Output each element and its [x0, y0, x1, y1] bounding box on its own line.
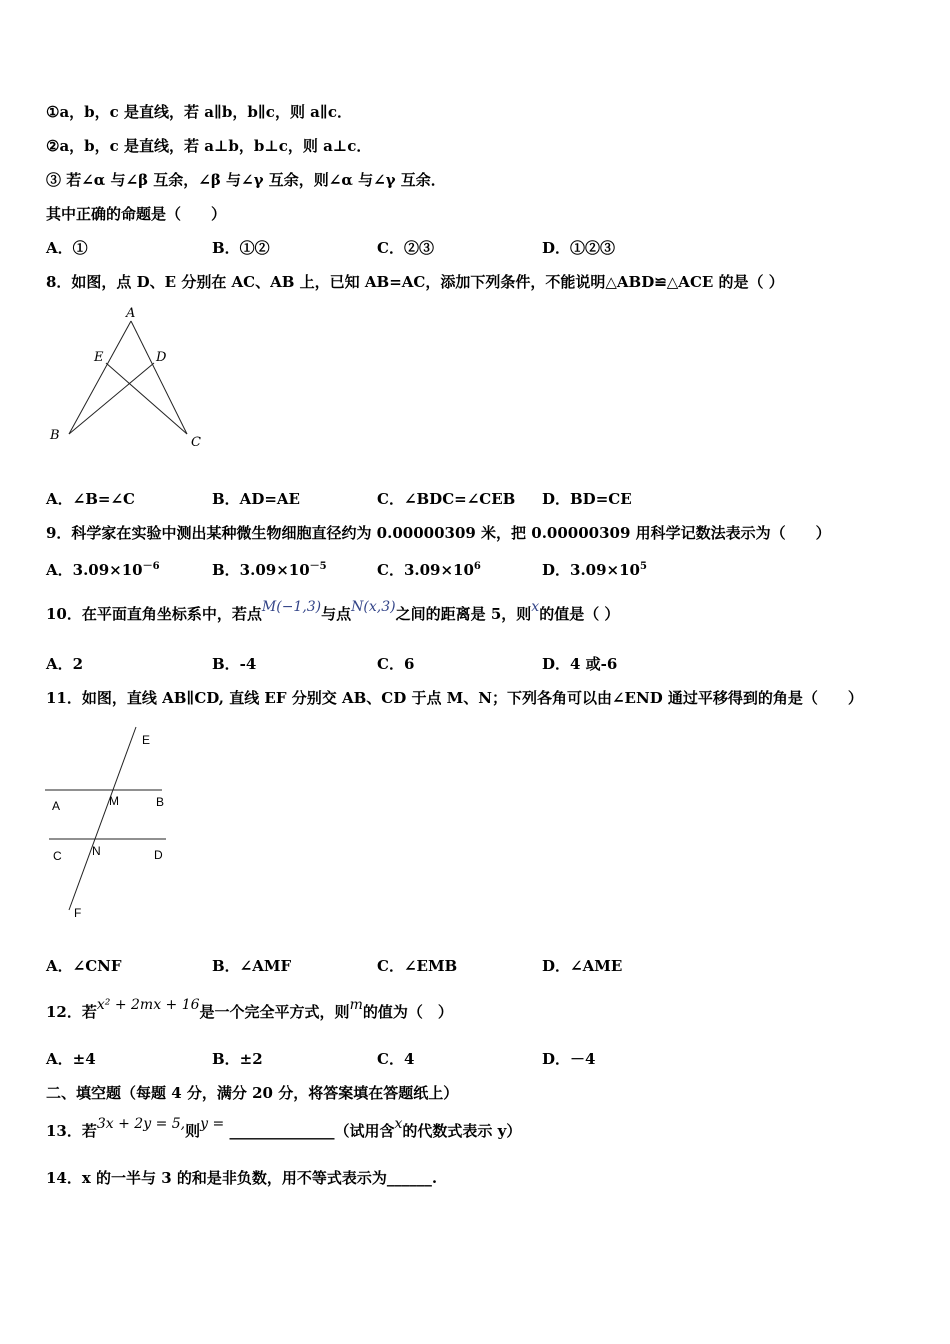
q11-label-n: N: [92, 844, 101, 858]
q12-var: m: [349, 997, 363, 1013]
q12-option-d[interactable]: D．－4: [542, 1050, 596, 1068]
q10-var: x: [531, 599, 540, 615]
q12-suffix: 的值为（ ）: [362, 1003, 453, 1021]
q9-option-b[interactable]: [212, 557, 327, 580]
q12-option-a[interactable]: A．±4: [46, 1050, 96, 1068]
q7-statement-3: ③ 若∠α 与∠β 互余，∠β 与∠γ 互余，则∠α 与∠γ 互余．: [46, 171, 446, 189]
q12-question: [46, 997, 453, 1023]
q8-label-b: B: [50, 428, 60, 443]
q12-option-b[interactable]: B．±2: [212, 1050, 263, 1068]
q7-option-d[interactable]: D．①②③: [542, 239, 616, 257]
q10-suffix: 的值是（ ）: [539, 605, 620, 623]
q11-parallel-lines-figure: [40, 720, 180, 925]
q10-option-a[interactable]: A．2: [46, 655, 84, 673]
q8-option-c[interactable]: C．∠BDC=∠CEB: [377, 490, 516, 508]
q10-mid: 与点: [321, 605, 352, 623]
q11-option-b[interactable]: B．∠AMF: [212, 957, 292, 975]
q12-expr: x² + 2mx + 16: [96, 997, 200, 1013]
q8-option-d[interactable]: D．BD=CE: [542, 490, 632, 508]
q10-mid2: 之间的距离是 5，则: [395, 605, 532, 623]
q10-point-m: M(−1,3): [261, 599, 322, 615]
q13-question: [46, 1116, 522, 1142]
q10-option-d[interactable]: D．4 或-6: [542, 655, 618, 673]
q9-option-c-label: C．3.09×10: [377, 561, 474, 579]
q10-prefix: 10．在平面直角坐标系中，若点: [46, 605, 262, 623]
q8-label-c: C: [191, 435, 201, 450]
q12-option-c[interactable]: C．4: [377, 1050, 415, 1068]
q11-option-c[interactable]: C．∠EMB: [377, 957, 458, 975]
q12-mid: 是一个完全平方式，则: [199, 1003, 350, 1021]
q11-label-f: F: [74, 906, 82, 920]
q11-label-m: M: [109, 794, 119, 808]
q13-suffix2: 的代数式表示 y）: [402, 1122, 522, 1140]
q13-suffix1: （试用含: [334, 1122, 395, 1140]
q8-option-b[interactable]: B．AD=AE: [212, 490, 300, 508]
q13-expr: 3x + 2y = 5,: [96, 1116, 186, 1132]
q10-question: [46, 599, 620, 625]
q13-answer-blank[interactable]: ______________: [229, 1122, 335, 1140]
q7-option-c[interactable]: C．②③: [377, 239, 434, 257]
q8-label-e: E: [94, 350, 104, 365]
q9-option-a-label: A．3.09×10: [46, 561, 143, 579]
q9-option-a-exp: －6: [142, 561, 160, 572]
q11-question: 11．如图，直线 AB∥CD, 直线 EF 分别交 AB、CD 于点 M、N；下列各角可以由∠END 通过平移得到的角是（ ）: [46, 689, 863, 707]
q9-option-a[interactable]: [46, 557, 160, 580]
q9-question: 9．科学家在实验中测出某种微生物细胞直径约为 0.00000309 米，把 0.00000309 用科学记数法表示为（ ）: [46, 524, 831, 542]
q11-label-e: E: [142, 733, 151, 747]
q8-triangle-figure: [40, 300, 220, 460]
q8-label-d: D: [156, 350, 167, 365]
q11-label-c: C: [53, 849, 62, 863]
q8-label-a: A: [126, 306, 136, 321]
q7-statement-1: ①a，b，c 是直线，若 a∥b，b∥c，则 a∥c．: [46, 103, 352, 121]
q10-point-n: N(x,3): [351, 599, 396, 615]
q9-option-d-exp: 5: [639, 561, 647, 572]
q9-option-c[interactable]: [377, 557, 481, 580]
q14-question: 14．x 的一半与 3 的和是非负数，用不等式表示为______.: [46, 1169, 438, 1187]
q9-option-d-label: D．3.09×10: [542, 561, 640, 579]
q7-option-a[interactable]: A．①: [46, 239, 88, 257]
q13-mid: 则: [185, 1122, 201, 1140]
q13-var: x: [394, 1116, 403, 1132]
q8-option-a[interactable]: A．∠B=∠C: [46, 490, 135, 508]
q9-option-b-exp: －5: [309, 561, 327, 572]
q11-option-d[interactable]: D．∠AME: [542, 957, 623, 975]
q11-label-b: B: [156, 795, 165, 809]
q9-option-d[interactable]: [542, 557, 647, 580]
q12-prefix: 12．若: [46, 1003, 97, 1021]
q8-question: 8．如图，点 D、E 分别在 AC、AB 上，已知 AB=AC，添加下列条件，不能说明△ABD≌△ACE 的是（ ）: [46, 273, 784, 291]
q13-expr2: y =: [200, 1116, 225, 1132]
q9-option-c-exp: 6: [473, 561, 481, 572]
q11-option-a[interactable]: A．∠CNF: [46, 957, 122, 975]
section2-title: 二、填空题（每题 4 分，满分 20 分，将答案填在答题纸上）: [46, 1084, 459, 1102]
q13-prefix: 13．若: [46, 1122, 97, 1140]
q10-option-c[interactable]: C．6: [377, 655, 415, 673]
q7-statement-2: ②a，b，c 是直线，若 a⊥b，b⊥c，则 a⊥c．: [46, 137, 372, 155]
q11-label-d: D: [154, 848, 163, 862]
q7-question: 其中正确的命题是（ ）: [46, 205, 227, 223]
q11-label-a: A: [52, 799, 61, 813]
q10-option-b[interactable]: B．-4: [212, 655, 257, 673]
q9-option-b-label: B．3.09×10: [212, 561, 310, 579]
q7-option-b[interactable]: B．①②: [212, 239, 270, 257]
